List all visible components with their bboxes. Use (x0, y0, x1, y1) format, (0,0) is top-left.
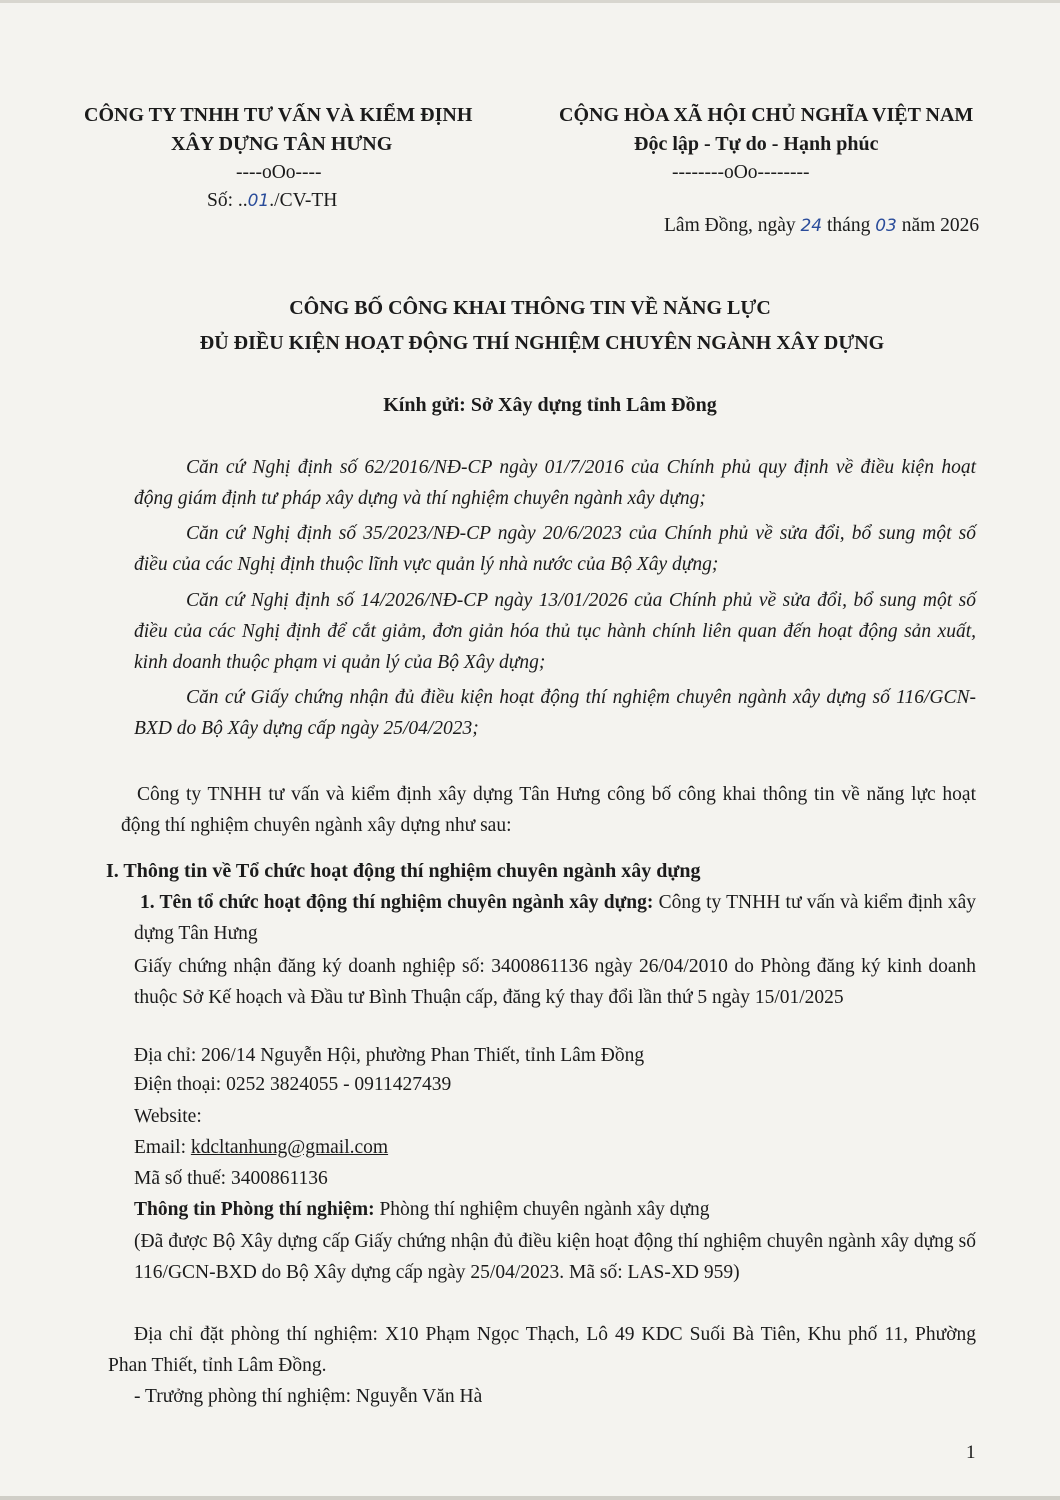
date-prefix: Lâm Đồng, ngày (664, 215, 801, 236)
org-name-label: 1. Tên tổ chức hoạt động thí nghiệm chuyên ngành xây dựng: (140, 892, 654, 913)
page-number: 1 (966, 1442, 976, 1463)
org-email (134, 1137, 388, 1159)
document-number (207, 190, 337, 212)
lab-certificate: (Đã được Bộ Xây dựng cấp Giấy chứng nhận đủ điều kiện hoạt động thí nghiệm chuyên ngành xây dựng số 116/GCN-BXD do Bộ Xây dựng cấp ngày 25/04/2023. Mã số: LAS-XD 959) (134, 1231, 976, 1283)
date-month-handwritten: 03 (875, 216, 897, 236)
left-separator: ----oOo---- (236, 162, 322, 183)
number-prefix: Số: .. (207, 190, 248, 211)
email-link[interactable]: kdcltanhung@gmail.com (190, 1137, 389, 1158)
lab-address: Địa chỉ đặt phòng thí nghiệm: X10 Phạm Ngọc Thạch, Lô 49 KDC Suối Bà Tiên, Khu phố 11, Phường Phan Thiết, tỉnh Lâm Đồng. (108, 1324, 976, 1376)
nation-motto: Độc lập - Tự do - Hạnh phúc (634, 133, 879, 155)
lab-info (134, 1199, 710, 1221)
org-website: Website: (134, 1106, 202, 1127)
legal-basis-2: Căn cứ Nghị định số 35/2023/NĐ-CP ngày 20/6/2023 của Chính phủ về sửa đổi, bổ sung một số điều của các Nghị định thuộc lĩnh vực quản lý nhà nước của Bộ Xây dựng; (134, 523, 976, 575)
company-name-line1: CÔNG TY TNHH TƯ VẤN VÀ KIỂM ĐỊNH (84, 104, 473, 126)
business-registration: Giấy chứng nhận đăng ký doanh nghiệp số: 3400861136 ngày 26/04/2010 do Phòng đăng ký kinh doanh thuộc Sở Kế hoạch và Đầu tư Bình Thuận cấp, đăng ký thay đổi lần thứ 5 ngày 15/01/2025 (134, 956, 976, 1008)
number-suffix: ./CV-TH (269, 190, 338, 211)
org-name-value: Công ty TNHH tư vấn và kiểm định xây dựng Tân Hưng (134, 892, 977, 944)
scan-edge-bottom (0, 1496, 1060, 1500)
scan-edge-top (0, 0, 1060, 3)
org-phone: Điện thoại: 0252 3824055 - 0911427439 (134, 1074, 452, 1095)
date-year: năm 2026 (896, 215, 980, 236)
org-name-paragraph (134, 887, 976, 949)
legal-basis-1: Căn cứ Nghị định số 62/2016/NĐ-CP ngày 01/7/2016 của Chính phủ quy định về điều kiện hoạt động giám định tư pháp xây dựng và thí nghiệm chuyên ngành xây dựng; (134, 457, 976, 509)
org-address: Địa chỉ: 206/14 Nguyễn Hội, phường Phan Thiết, tỉnh Lâm Đồng (134, 1045, 645, 1066)
number-handwritten: 01 (247, 191, 270, 211)
right-separator: --------oOo-------- (672, 162, 810, 183)
intro-paragraph: Công ty TNHH tư vấn và kiểm định xây dựng Tân Hưng công bố công khai thông tin về năng lực hoạt động thí nghiệm chuyên ngành xây dựng như sau: (121, 784, 976, 836)
nation-title: CỘNG HÒA XÃ HỘI CHỦ NGHĨA VIỆT NAM (559, 104, 974, 126)
date-month-label: tháng (822, 215, 876, 236)
recipient: Kính gửi: Sở Xây dựng tỉnh Lâm Đồng (383, 394, 717, 416)
lab-info-value: Phòng thí nghiệm chuyên ngành xây dựng (374, 1199, 710, 1220)
section-1-heading: I. Thông tin về Tổ chức hoạt động thí nghiệm chuyên ngành xây dựng (106, 860, 701, 882)
org-tax-code: Mã số thuế: 3400861136 (134, 1168, 328, 1189)
email-label: Email: (134, 1137, 191, 1158)
legal-basis-4: Căn cứ Giấy chứng nhận đủ điều kiện hoạt động thí nghiệm chuyên ngành xây dựng số 116/GCN-BXD do Bộ Xây dựng cấp ngày 25/04/2023; (134, 687, 976, 739)
document-title-line2: ĐỦ ĐIỀU KIỆN HOẠT ĐỘNG THÍ NGHIỆM CHUYÊN NGÀNH XÂY DỰNG (199, 332, 885, 354)
legal-basis-3: Căn cứ Nghị định số 14/2026/NĐ-CP ngày 13/01/2026 của Chính phủ về sửa đổi, bổ sung một số điều của các Nghị định để cắt giảm, đơn giản hóa thủ tục hành chính liên quan đến hoạt động sản xuất, kinh doanh thuộc phạm vi quản lý của Bộ Xây dựng; (134, 590, 976, 673)
company-name-line2: XÂY DỰNG TÂN HƯNG (171, 133, 393, 155)
date-day-handwritten: 24 (800, 216, 823, 236)
document-title-line1: CÔNG BỐ CÔNG KHAI THÔNG TIN VỀ NĂNG LỰC (289, 297, 771, 319)
lab-info-label: Thông tin Phòng thí nghiệm: (134, 1199, 375, 1220)
document-date (664, 215, 979, 237)
lab-head: - Trưởng phòng thí nghiệm: Nguyễn Văn Hà (134, 1386, 483, 1407)
